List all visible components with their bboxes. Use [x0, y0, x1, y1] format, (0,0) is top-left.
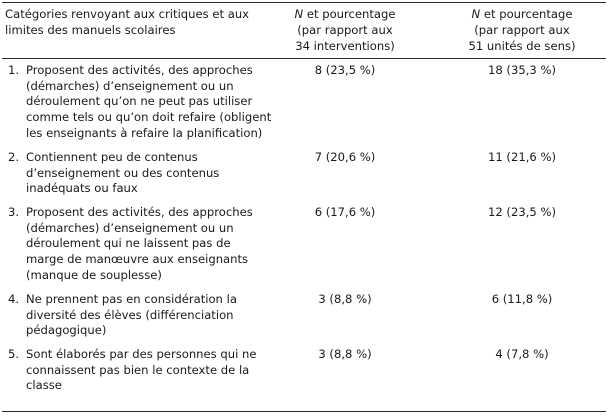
interventions-value: 8 (23,5 %)	[314, 63, 376, 77]
header-interventions-line: 34 interventions)	[295, 39, 395, 53]
row-number: 2.	[8, 150, 20, 164]
header-n-symbol: N	[471, 7, 481, 21]
category-line: déroulement qu’on ne peut pas utiliser	[26, 94, 253, 109]
category-line: les enseignants à refaire la planification)	[26, 125, 263, 140]
category-line: pédagogique)	[26, 323, 107, 338]
table-bottom-rule	[2, 411, 606, 412]
category-line: d’enseignement ou des contenus	[26, 165, 220, 180]
row-category	[26, 205, 286, 284]
header-categories-line: Catégories renvoyant aux critiques et aux	[5, 7, 250, 21]
interventions-value: 6 (17,6 %)	[314, 205, 376, 219]
unites-value: 18 (35,3 %)	[487, 63, 556, 77]
row-number: 4.	[8, 292, 20, 306]
category-line: Ne prennent pas en considération la	[26, 292, 237, 306]
header-interventions	[280, 6, 410, 54]
row-number: 1.	[8, 63, 20, 77]
header-unites-line: (par rapport aux	[474, 23, 570, 37]
row-category	[26, 347, 286, 394]
header-unites-de-sens	[452, 6, 592, 54]
row-number: 3.	[8, 205, 20, 219]
header-interventions-line	[280, 6, 410, 22]
category-line: (démarches) d’enseignement ou un	[26, 220, 234, 235]
category-line: diversité des élèves (différenciation	[26, 307, 234, 322]
row-category	[26, 292, 286, 339]
category-line: (démarches) d’enseignement ou un	[26, 78, 234, 93]
unites-value: 4 (7,8 %)	[495, 347, 549, 361]
header-categories	[5, 6, 285, 38]
interventions-value: 3 (8,8 %)	[318, 292, 372, 306]
unites-value: 11 (21,6 %)	[487, 150, 556, 164]
header-unites-line: 51 unités de sens)	[468, 39, 576, 53]
category-line: (manque de souplesse)	[26, 267, 162, 282]
category-line: comme tels ou qu’on doit refaire (obligent	[26, 110, 272, 125]
category-line: connaissent pas bien le contexte de la	[26, 362, 250, 377]
interventions-value: 7 (20,6 %)	[314, 150, 376, 164]
unites-value: 12 (23,5 %)	[487, 205, 556, 219]
category-line: marge de manœuvre aux enseignants	[26, 252, 249, 267]
category-line: inadéquats ou faux	[26, 181, 138, 196]
category-line: Proposent des activités, des approches	[26, 205, 253, 219]
row-category	[26, 150, 286, 197]
category-line: déroulement qui ne laissent pas de	[26, 236, 231, 251]
row-number: 5.	[8, 347, 20, 361]
table-header-rule	[2, 58, 606, 59]
header-interventions-text: et pourcentage	[303, 7, 396, 21]
interventions-value: 3 (8,8 %)	[318, 347, 372, 361]
header-interventions-line: (par rapport aux	[297, 23, 393, 37]
row-category	[26, 63, 286, 142]
category-line: Proposent des activités, des approches	[26, 63, 253, 77]
header-unites-text: et pourcentage	[480, 7, 573, 21]
header-unites-line	[452, 6, 592, 22]
table-top-rule	[2, 2, 606, 3]
category-line: Sont élaborés par des personnes qui ne	[26, 347, 257, 361]
header-categories-line: limites des manuels scolaires	[5, 23, 176, 37]
header-n-symbol: N	[294, 7, 304, 21]
category-line: classe	[26, 378, 62, 393]
category-line: Contiennent peu de contenus	[26, 150, 198, 164]
unites-value: 6 (11,8 %)	[491, 292, 553, 306]
critiques-table	[2, 2, 606, 410]
